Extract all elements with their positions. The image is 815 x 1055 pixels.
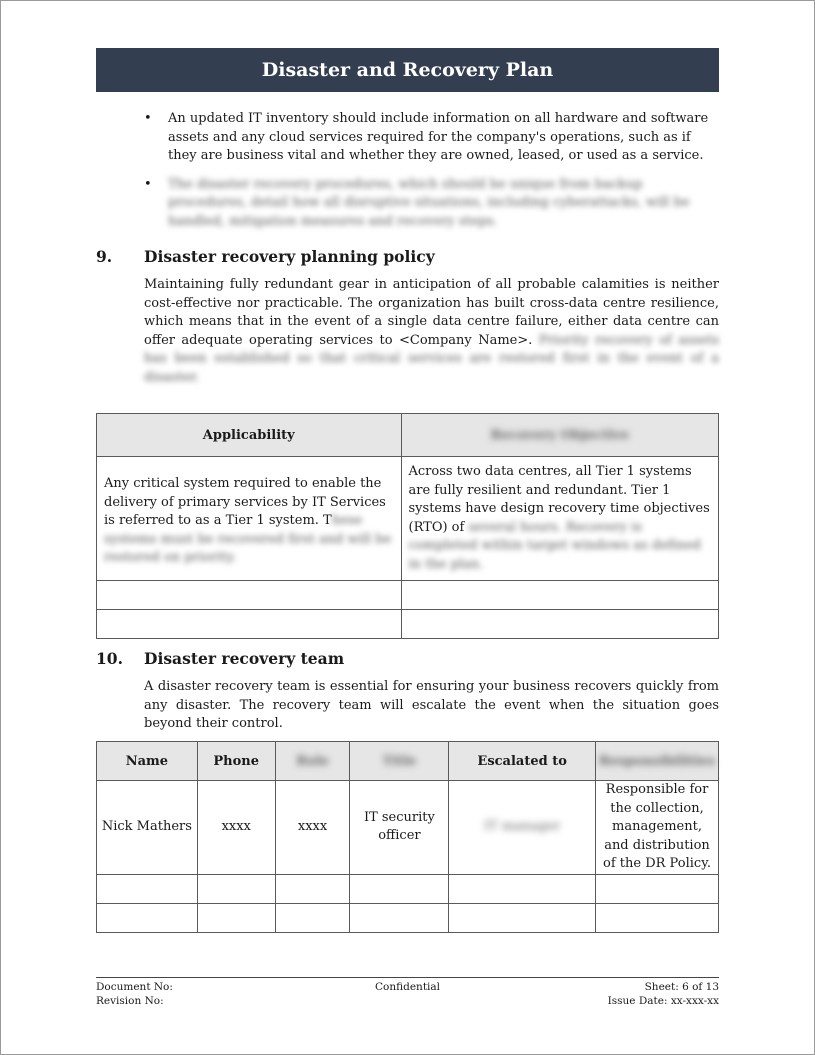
bullet-list [144, 110, 719, 237]
table-cell-empty [401, 610, 718, 639]
table-cell [401, 457, 718, 581]
table-header-name: Name [97, 742, 198, 781]
table-header-escalated: Escalated to [449, 742, 596, 781]
table-header-blurred: Role [275, 742, 350, 781]
cell-text: Any critical system required to enable the delivery of primary services by IT Services is referred to as a Tier 1 system. T [104, 476, 386, 529]
footer-document-no: Document No: [96, 981, 173, 993]
table-cell: IT security officer [350, 781, 449, 875]
table-cell-empty [595, 903, 718, 932]
table-cell-empty [97, 610, 402, 639]
table-cell-phone: xxxx [197, 781, 275, 875]
applicability-table [96, 413, 719, 639]
table-cell-responsibility: Responsible for the collection, management, and distribution of the DR Policy. [595, 781, 718, 875]
bullet-icon: • [144, 176, 152, 192]
table-header-applicability: Applicability [97, 414, 402, 457]
table-cell: xxxx [275, 781, 350, 875]
table-cell-empty [197, 903, 275, 932]
list-item [144, 110, 719, 166]
section-number: 10. [96, 649, 123, 668]
footer-issue-date: Issue Date: xx-xxx-xx [607, 995, 720, 1007]
paragraph-text-blurred: Priority recovery of assets has been established so that critical services are restored first in the event of a disaster. [144, 332, 719, 385]
paragraph-text: A disaster recovery team is essential for ensuring your business recovers quickly from any disaster. The recovery team will escalate the event when the situation goes beyond their control. [144, 679, 719, 731]
table-header-blurred: Recovery Objective [401, 414, 718, 457]
table-cell-empty [449, 874, 596, 903]
section-title: Disaster recovery team [144, 649, 345, 668]
footer-sheet: Sheet: 6 of 13 [644, 981, 720, 993]
table-cell-empty [275, 874, 350, 903]
section-heading-9 [96, 247, 435, 266]
table-cell [97, 457, 402, 581]
bullet-icon: • [144, 111, 152, 126]
section-title: Disaster recovery planning policy [144, 247, 435, 266]
page-footer [96, 977, 719, 1008]
section-9-paragraph [144, 276, 719, 387]
table-cell-empty [595, 874, 718, 903]
footer-revision-no: Revision No: [96, 995, 164, 1007]
bullet-text: An updated IT inventory should include information on all hardware and software assets and any cloud services required for the company's operations, such as if they are business vital and whether they are owned, leased, or used as a service. [168, 111, 709, 163]
table-cell-empty [350, 874, 449, 903]
footer-confidential: Confidential [375, 981, 441, 993]
bullet-text-blurred: The disaster recovery procedures, which should be unique from backup procedures, detail how all disruptive situations, including cyberattacks, will be handled, mitigation measures and recovery steps. [168, 176, 690, 229]
cell-text: Across two data centres, all Tier 1 systems are fully resilient and redundant. Tier 1 systems have design recovery time objectives (RTO) of [408, 464, 710, 535]
table-cell-empty [401, 581, 718, 610]
table-cell-empty [350, 903, 449, 932]
table-header-blurred: Responsibilities [595, 742, 718, 781]
list-item [144, 176, 719, 232]
section-10-paragraph [144, 678, 719, 734]
table-cell-empty [275, 903, 350, 932]
page-header [96, 48, 719, 92]
page-title: Disaster and Recovery Plan [261, 59, 554, 81]
table-cell-empty [97, 581, 402, 610]
cell-text-blurred: several hours. Recovery is completed within target windows as defined in the plan. [408, 519, 701, 572]
section-number: 9. [96, 247, 113, 266]
table-cell-empty [449, 903, 596, 932]
table-cell-empty [97, 903, 198, 932]
section-heading-10 [96, 649, 344, 668]
table-cell-blurred: IT manager [449, 781, 596, 875]
paragraph-text: Maintaining fully redundant gear in anticipation of all probable calamities is neither cost-effective nor practicable. The organization has built cross-data centre resilience, which means that in the event of a single data centre failure, either data centre can offer adequate operating services to <Company Name>. [144, 277, 719, 348]
table-cell-name: Nick Mathers [97, 781, 198, 875]
recovery-team-table [96, 741, 719, 933]
table-header-blurred: Title [350, 742, 449, 781]
table-cell-empty [197, 874, 275, 903]
table-header-phone: Phone [197, 742, 275, 781]
table-cell-empty [97, 874, 198, 903]
cell-text-blurred: hese systems must be recovered first and will be restored on priority. [104, 513, 392, 566]
